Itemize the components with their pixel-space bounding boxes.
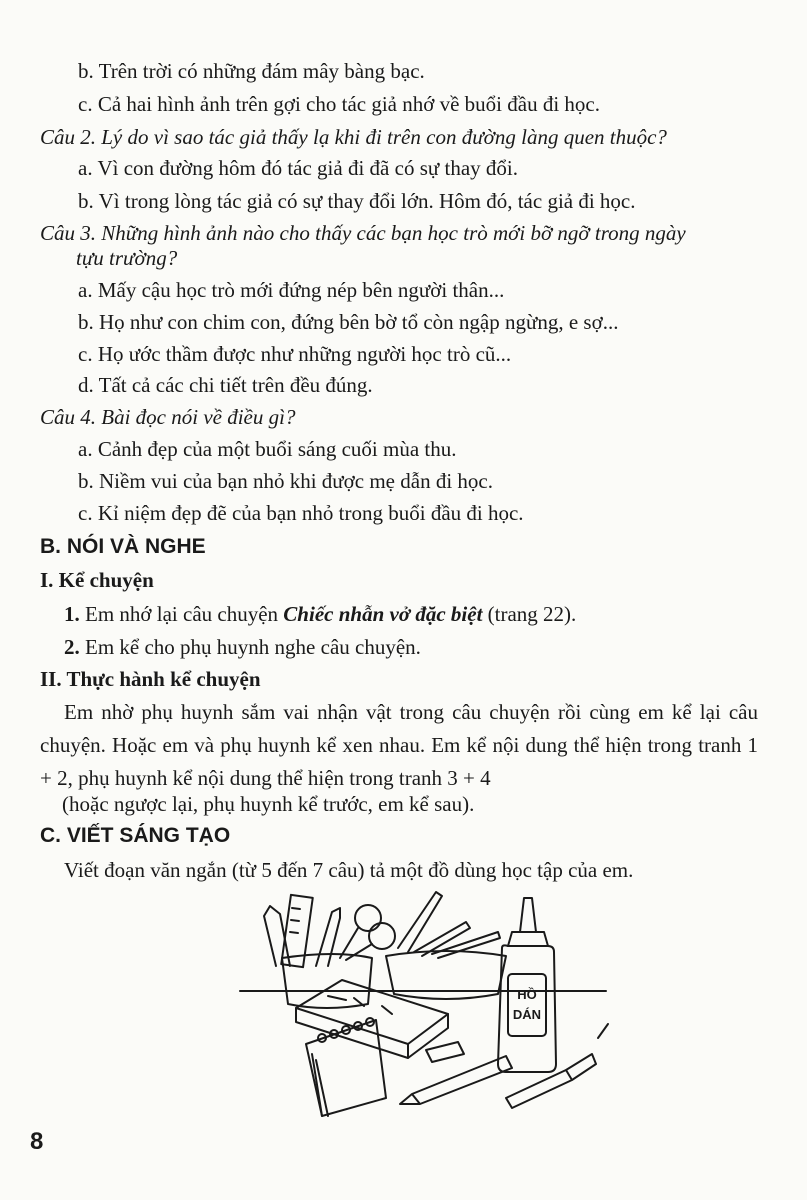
question-3-line2: tựu trường? xyxy=(76,246,178,270)
q3-option-a: a. Mấy cậu học trò mới đứng nép bên người thân... xyxy=(78,278,505,302)
eraser xyxy=(426,1042,464,1062)
item2-number: 2. xyxy=(64,635,80,659)
section-b-sub2: II. Thực hành kể chuyện xyxy=(40,667,261,691)
page-number: 8 xyxy=(30,1128,44,1155)
q4-option-c: c. Kỉ niệm đẹp đẽ của bạn nhỏ trong buổi đầu đi học. xyxy=(78,501,524,525)
q3-option-d: d. Tất cả các chi tiết trên đều đúng. xyxy=(78,373,373,397)
question-3-line1: Câu 3. Những hình ảnh nào cho thấy các bạn học trò mới bỡ ngỡ trong ngày xyxy=(40,221,686,245)
q2-option-b: b. Vì trong lòng tác giả có sự thay đổi lớn. Hôm đó, tác giả đi học. xyxy=(78,189,636,213)
q1-option-b: b. Trên trời có những đám mây bàng bạc. xyxy=(78,59,425,83)
section-b-paragraph xyxy=(40,696,758,795)
brush-bowl xyxy=(386,892,506,999)
q1-option-c: c. Cả hai hình ảnh trên gợi cho tác giả nhớ về buổi đầu đi học. xyxy=(78,92,600,116)
item1-story-title: Chiếc nhẫn vở đặc biệt xyxy=(283,602,483,626)
q4-option-a: a. Cảnh đẹp của một buổi sáng cuối mùa thu. xyxy=(78,437,457,461)
pencil xyxy=(400,1056,512,1104)
q2-option-a: a. Vì con đường hôm đó tác giả đi đã có sự thay đổi. xyxy=(78,156,518,180)
section-b-item2 xyxy=(64,634,421,660)
section-b-paragraph-end: (hoặc ngược lại, phụ huynh kể trước, em kể sau). xyxy=(62,792,475,816)
q4-option-b: b. Niềm vui của bạn nhỏ khi được mẹ dẫn đi học. xyxy=(78,469,493,493)
glue-label-line2: DÁN xyxy=(512,1007,542,1022)
marker xyxy=(506,1054,596,1108)
section-c-heading: C. VIẾT SÁNG TẠO xyxy=(40,824,231,847)
item1-post: (trang 22). xyxy=(482,602,577,626)
question-2: Câu 2. Lý do vì sao tác giả thấy lạ khi đi trên con đường làng quen thuộc? xyxy=(40,125,667,149)
school-supplies-illustration xyxy=(236,888,620,1138)
marker-cap-line xyxy=(598,1024,608,1038)
section-b-heading: B. NÓI VÀ NGHE xyxy=(40,535,206,558)
question-4: Câu 4. Bài đọc nói về điều gì? xyxy=(40,405,296,429)
glue-bottle xyxy=(498,898,556,1072)
q3-option-b: b. Họ như con chim con, đứng bên bờ tổ còn ngập ngừng, e sợ... xyxy=(78,310,619,334)
paragraph-text: Em nhờ phụ huynh sắm vai nhận vật trong câu chuyện rồi cùng em kể lại câu chuyện. Hoặc em và phụ huynh kể xen nhau. Em kể nội dung thể hiện trong tranh 1 + 2, phụ huynh kể nội dung thể hiện trong tranh 3 + 4 xyxy=(40,700,758,790)
section-b-sub1: I. Kể chuyện xyxy=(40,568,154,592)
glue-label-line1: HỒ xyxy=(517,987,537,1002)
section-c-task: Viết đoạn văn ngắn (từ 5 đến 7 câu) tả một đồ dùng học tập của em. xyxy=(64,858,634,882)
section-b-item1 xyxy=(64,601,576,627)
item1-pre: Em nhớ lại câu chuyện xyxy=(79,602,284,626)
q3-option-c: c. Họ ước thầm được như những người học trò cũ... xyxy=(78,342,512,366)
item2-text: Em kể cho phụ huynh nghe câu chuyện. xyxy=(79,635,421,659)
item1-number: 1. xyxy=(64,602,80,626)
